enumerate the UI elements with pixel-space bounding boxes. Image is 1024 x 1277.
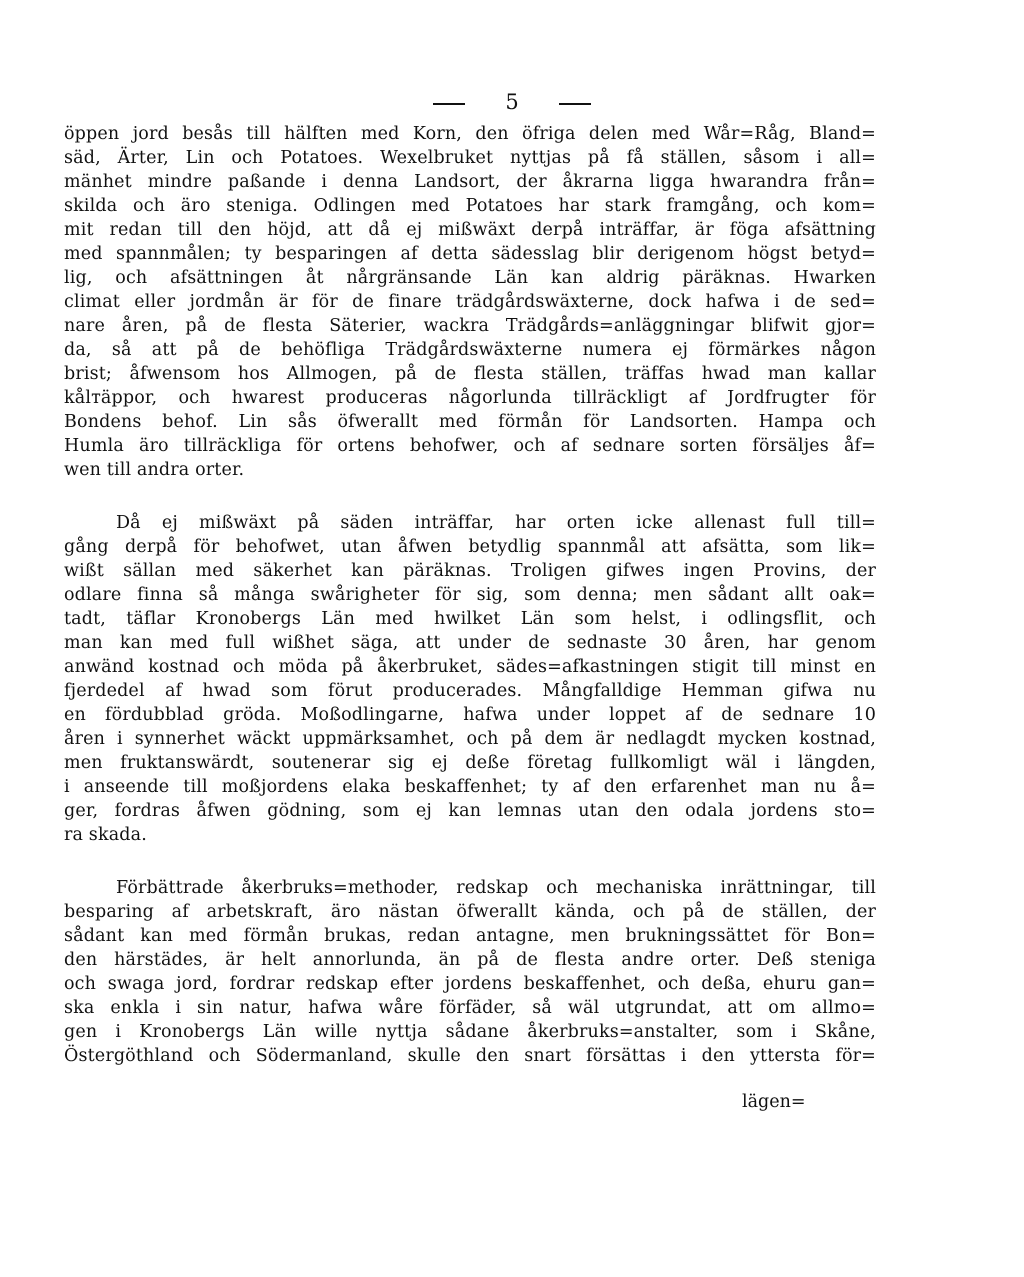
text-line: ger, fordras åfwen gödning, som ej kan lemnas utan den odala jordens sto= [64,801,876,821]
text-line: Bondens behof. Lin sås öfwerallt med förmån för Landsorten. Hampa och [64,412,876,432]
text-line: en fördubblad gröda. Moßodlingarne, hafwa under loppet af de sednare 10 [64,705,876,725]
text-line: i anseende till moßjordens elaka beskaffenhet; ty af den erfarenhet man nu å= [64,777,876,797]
text-line: Förbättrade åkerbruks=methoder, redskap och mechaniska inrättningar, till [116,878,876,898]
text-line: tadt, täflar Kronobergs Län med hwilket Län som helst, i odlingsflit, och [64,609,876,629]
paragraph-1 [64,122,876,482]
text-line: ra skada. [64,825,147,845]
text-line: den härstädes, är helt annorlunda, än på de flesta andre orter. Deß steniga [64,950,876,970]
page-number: 5 [505,90,519,114]
text-line: man kan med full wißhet säga, att under de sednaste 30 åren, har genom [64,633,876,653]
text-line: mit redan till den höjd, att då ej mißwäxt derpå inträffar, är föga afsättning [64,220,876,240]
header-dash-right [559,103,591,105]
text-line: öppen jord besås till hälften med Korn, den öfriga delen med Wår=Råg, Bland= [64,124,876,144]
page-header [0,88,1024,116]
text-line: mänhet mindre paßande i denna Landsort, der åkrarna ligga hwarandra från= [64,172,876,192]
text-line: Östergöthland och Södermanland, skulle den snart försättas i den yttersta för= [64,1046,876,1066]
paragraph-2 [64,511,876,847]
text-line: odlare finna så många swårigheter för sig, som denna; men sådant allt oak= [64,585,876,605]
text-line: Då ej mißwäxt på säden inträffar, har orten icke allenast full till= [116,513,876,533]
header-dash-left [433,103,465,105]
text-line: Humla äro tillräckliga för ortens behofwer, och af sednare sorten försäljes åf= [64,436,876,456]
text-line: säd, Ärter, Lin och Potatoes. Wexelbruket nyttjas på få ställen, såsom i all= [64,148,876,168]
text-line: climat eller jordmån är för de finare trädgårdswäxterne, dock hafwa i de sed= [64,292,876,312]
text-line: gen i Kronobergs Län wille nyttja sådane åkerbruks=anstalter, som i Skåne, [64,1022,876,1042]
text-line: wißt sällan med säkerhet kan päräknas. Troligen gifwes ingen Provins, der [64,561,876,581]
text-line: besparing af arbetskraft, äro nästan öfwerallt kända, och på de ställen, der [64,902,876,922]
text-line: åren i synnerhet wäckt uppmärksamhet, och på dem är nedlagdt mycken kostnad, [64,729,876,749]
paragraph-3 [64,876,876,1068]
text-line: skilda och äro steniga. Odlingen med Potatoes har stark framgång, och kom= [64,196,876,216]
text-line: fjerdedel af hwad som förut producerades. Mångfalldige Hemman gifwa nu [64,681,876,701]
text-line: med spannmålen; ty besparingen af detta sädesslag blir derigenom högst betyd= [64,244,876,264]
text-line: men fruktanswärdt, soutenerar sig ej deße företag fullkomligt wäl i längden, [64,753,876,773]
body-text [64,122,876,1068]
text-line: och swaga jord, fordrar redskap efter jordens beskaffenhet, och deßa, ehuru gan= [64,974,876,994]
text-line: nare åren, på de flesta Säterier, wackra Trädgårds=anläggningar blifwit gjor= [64,316,876,336]
text-line: gång derpå för behofwet, utan åfwen betydlig spannmål att afsätta, som lik= [64,537,876,557]
text-line: anwänd kostnad och möda på åkerbruket, sädes=afkastningen stigit till minst en [64,657,876,677]
text-line: ska enkla i sin natur, hafwa wåre förfäder, så wäl utgrundat, att om allmo= [64,998,876,1018]
text-line: lig, och afsättningen åt nårgränsande Län kan aldrig päräknas. Hwarken [64,268,876,288]
catchword: lägen= [742,1092,806,1112]
text-line: kålтäppor, och hwarest produceras någorlunda tillräckligt af Jordfrugter för [64,388,876,408]
text-line: wen till andra orter. [64,460,245,480]
text-line: sådant kan med förmån brukas, redan antagne, men brukningssättet för Bon= [64,926,876,946]
paragraph-gap [64,847,876,876]
text-line: da, så att på de behöfliga Trädgårdswäxterne numera ej förmärkes någon [64,340,876,360]
text-line: brist; åfwensom hos Allmogen, på de flesta ställen, träffas hwad man kallar [64,364,876,384]
paragraph-gap [64,482,876,511]
